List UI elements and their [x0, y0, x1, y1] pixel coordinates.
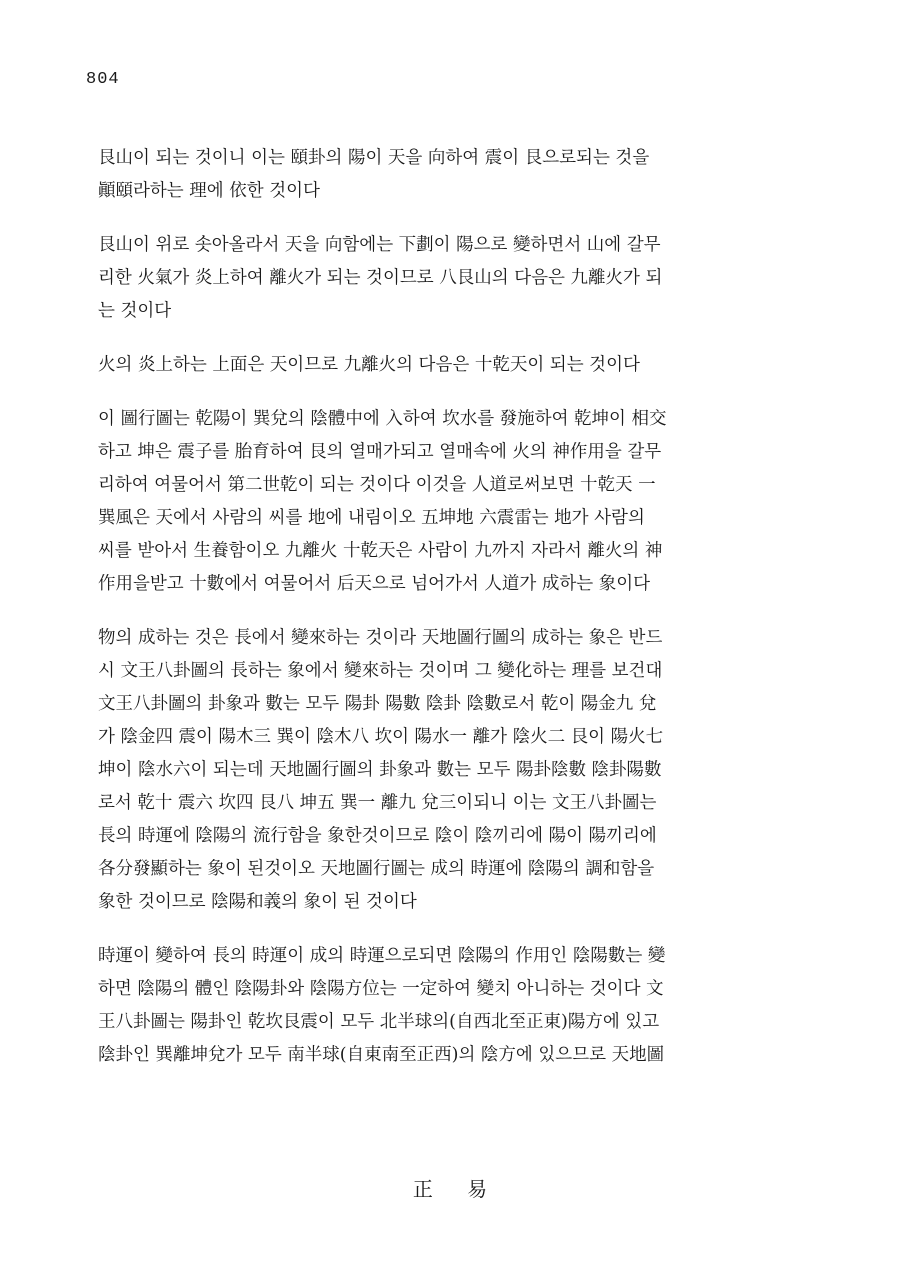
paragraph-3	[98, 349, 758, 382]
text-line: 하고 坤은 震子를 胎育하여 艮의 열매가되고 열매속에 火의 神作用을 갈무	[98, 442, 662, 462]
text-line: 艮山이 위로 솟아올라서 天을 向함에는 下劃이 陽으로 變하면서 山에 갈무	[98, 235, 661, 255]
text-line: 陰卦인 巽離坤兌가 모두 南半球(自東南至正西)의 陰方에 있으므로 天地圖	[98, 1045, 665, 1065]
paragraph-6	[98, 940, 758, 1072]
text-line: 로서 乾十 震六 坎四 艮八 坤五 巽一 離九 兌三이되니 이는 文王八卦圖는	[98, 793, 657, 813]
text-line: 顚頤라하는 理에 依한 것이다	[98, 181, 320, 201]
paragraph-1	[98, 142, 758, 208]
text-line: 巽風은 天에서 사람의 씨를 地에 내림이오 五坤地 六震雷는 地가 사람의	[98, 508, 645, 528]
text-line: 는 것이다	[98, 301, 172, 321]
text-line: 시 文王八卦圖의 長하는 象에서 變來하는 것이며 그 變化하는 理를 보건대	[98, 661, 663, 681]
text-line: 리한 火氣가 炎上하여 離火가 되는 것이므로 八艮山의 다음은 九離火가 되	[98, 268, 663, 288]
footer-title: 正 易	[412, 1177, 502, 1201]
text-line: 씨를 받아서 生養함이오 九離火 十乾天은 사람이 九까지 자라서 離火의 神	[98, 541, 663, 561]
text-line: 象한 것이므로 陰陽和義의 象이 된 것이다	[98, 892, 417, 912]
text-line: 하면 陰陽의 體인 陰陽卦와 陰陽方位는 一定하여 變치 아니하는 것이다 文	[98, 979, 664, 999]
text-line: 作用을받고 十數에서 여물어서 后天으로 넘어가서 人道가 成하는 象이다	[98, 574, 651, 594]
text-line: 王八卦圖는 陽卦인 乾坎艮震이 모두 北半球의(自西北至正東)陽方에 있고	[98, 1012, 660, 1032]
paragraph-4	[98, 403, 758, 601]
paragraph-5	[98, 622, 758, 919]
text-line: 物의 成하는 것은 長에서 變來하는 것이라 天地圖行圖의 成하는 象은 반드	[98, 628, 663, 648]
body-text	[98, 142, 758, 1093]
paragraph-2	[98, 229, 758, 328]
text-line: 坤이 陰水六이 되는데 天地圖行圖의 卦象과 數는 모두 陽卦陰數 陰卦陽數	[98, 760, 662, 780]
text-line: 火의 炎上하는 上面은 天이므로 九離火의 다음은 十乾天이 되는 것이다	[98, 355, 640, 375]
text-line: 各分發顯하는 象이 된것이오 天地圖行圖는 成의 時運에 陰陽의 調和함을	[98, 859, 655, 879]
text-line: 長의 時運에 陰陽의 流行함을 象한것이므로 陰이 陰끼리에 陽이 陽끼리에	[98, 826, 657, 846]
text-line: 艮山이 되는 것이니 이는 頤卦의 陽이 天을 向하여 震이 艮으로되는 것을	[98, 148, 650, 168]
page-number: 804	[86, 70, 120, 89]
text-line: 리하여 여물어서 第二世乾이 되는 것이다 이것을 人道로써보면 十乾天 一	[98, 475, 656, 495]
text-line: 가 陰金四 震이 陽木三 巽이 陰木八 坎이 陽水一 離가 陰火二 艮이 陽火七	[98, 727, 664, 747]
text-line: 文王八卦圖의 卦象과 數는 모두 陽卦 陽數 陰卦 陰數로서 乾이 陽金九 兌	[98, 694, 657, 714]
text-line: 時運이 變하여 長의 時運이 成의 時運으로되면 陰陽의 作用인 陰陽數는 變	[98, 946, 666, 966]
text-line: 이 圖行圖는 乾陽이 巽兌의 陰體中에 入하여 坎水를 發施하여 乾坤이 相交	[98, 409, 667, 429]
